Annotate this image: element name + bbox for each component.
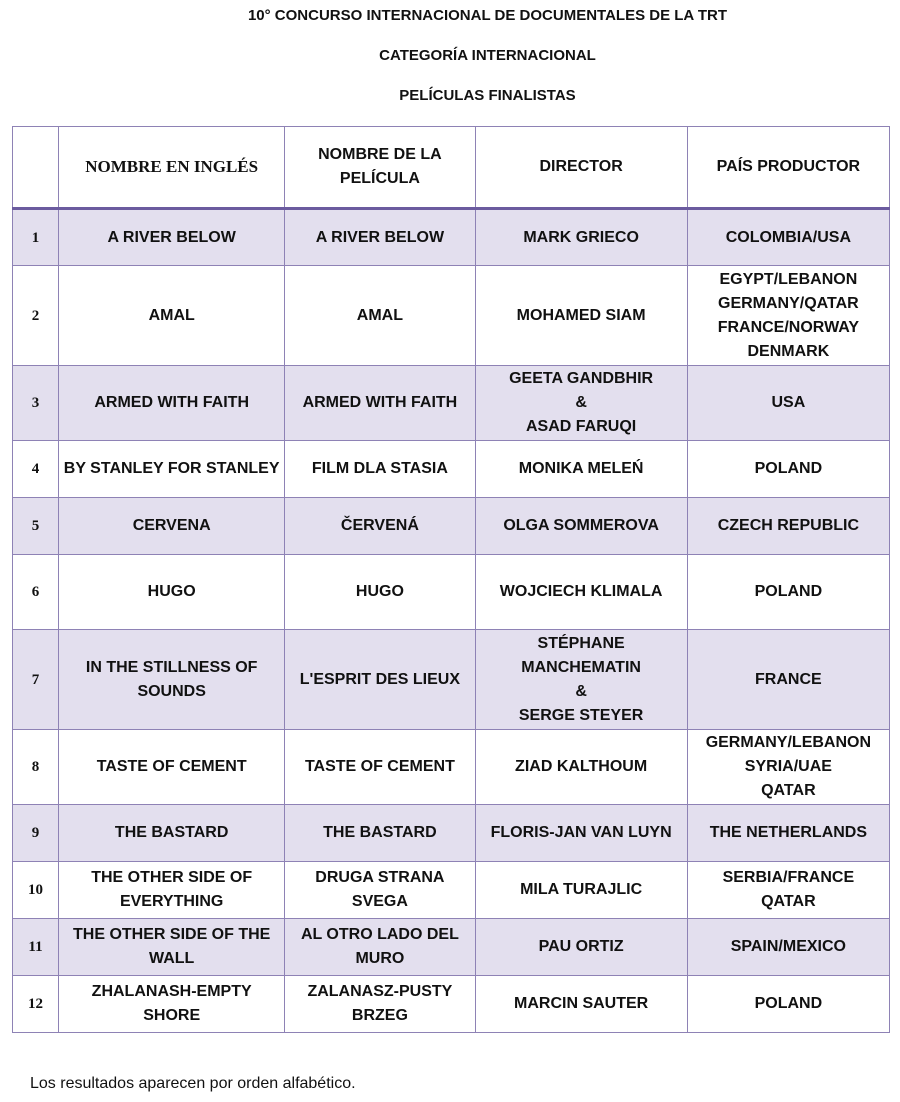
cell-country: SPAIN/MEXICO <box>687 919 889 976</box>
cell-number: 5 <box>13 498 59 555</box>
table-body <box>13 209 890 1033</box>
cell-director: MONIKA MELEŃ <box>475 441 687 498</box>
cell-english-name: TASTE OF CEMENT <box>59 730 285 805</box>
cell-director: FLORIS-JAN VAN LUYN <box>475 805 687 862</box>
cell-english-name: ZHALANASH-EMPTY SHORE <box>59 976 285 1033</box>
cell-english-name: A RIVER BELOW <box>59 209 285 266</box>
cell-number: 12 <box>13 976 59 1033</box>
cell-film-name: ZALANASZ-PUSTY BRZEG <box>285 976 475 1033</box>
header-country: PAÍS PRODUCTOR <box>687 127 889 209</box>
table-header-row <box>13 127 890 209</box>
cell-country: POLAND <box>687 555 889 630</box>
cell-director: MILA TURAJLIC <box>475 862 687 919</box>
cell-number: 6 <box>13 555 59 630</box>
cell-english-name: AMAL <box>59 266 285 366</box>
finalists-table <box>12 126 890 1033</box>
cell-number: 1 <box>13 209 59 266</box>
cell-director: MARK GRIECO <box>475 209 687 266</box>
cell-english-name: THE OTHER SIDE OF EVERYTHING <box>59 862 285 919</box>
category-heading: CATEGORÍA INTERNACIONAL <box>379 47 596 64</box>
header-film-name: NOMBRE DE LA PELÍCULA <box>285 127 475 209</box>
cell-country: THE NETHERLANDS <box>687 805 889 862</box>
cell-country: COLOMBIA/USA <box>687 209 889 266</box>
table-row <box>13 498 890 555</box>
cell-english-name: HUGO <box>59 555 285 630</box>
cell-film-name: ČERVENÁ <box>285 498 475 555</box>
cell-english-name: THE OTHER SIDE OF THE WALL <box>59 919 285 976</box>
table-row <box>13 862 890 919</box>
cell-country: EGYPT/LEBANON GERMANY/QATAR FRANCE/NORWAY DENMARK <box>687 266 889 366</box>
cell-director: PAU ORTIZ <box>475 919 687 976</box>
table-row <box>13 976 890 1033</box>
cell-english-name: IN THE STILLNESS OF SOUNDS <box>59 630 285 730</box>
cell-director: MOHAMED SIAM <box>475 266 687 366</box>
cell-number: 3 <box>13 366 59 441</box>
cell-country: FRANCE <box>687 630 889 730</box>
cell-director: ZIAD KALTHOUM <box>475 730 687 805</box>
cell-english-name: ARMED WITH FAITH <box>59 366 285 441</box>
footnote: Los resultados aparecen por orden alfabético. <box>30 1075 356 1092</box>
header-english-name: NOMBRE EN INGLÉS <box>59 127 285 209</box>
cell-director: OLGA SOMMEROVA <box>475 498 687 555</box>
cell-director: WOJCIECH KLIMALA <box>475 555 687 630</box>
cell-number: 10 <box>13 862 59 919</box>
cell-number: 11 <box>13 919 59 976</box>
cell-film-name: AMAL <box>285 266 475 366</box>
finalists-heading: PELÍCULAS FINALISTAS <box>399 87 576 104</box>
cell-director: MARCIN SAUTER <box>475 976 687 1033</box>
table-row <box>13 366 890 441</box>
header-director: DIRECTOR <box>475 127 687 209</box>
table-row <box>13 919 890 976</box>
table-row <box>13 630 890 730</box>
cell-film-name: AL OTRO LADO DEL MURO <box>285 919 475 976</box>
cell-film-name: FILM DLA STASIA <box>285 441 475 498</box>
cell-film-name: L'ESPRIT DES LIEUX <box>285 630 475 730</box>
cell-country: SERBIA/FRANCE QATAR <box>687 862 889 919</box>
cell-director: GEETA GANDBHIR & ASAD FARUQI <box>475 366 687 441</box>
cell-country: CZECH REPUBLIC <box>687 498 889 555</box>
cell-english-name: THE BASTARD <box>59 805 285 862</box>
table-row <box>13 805 890 862</box>
cell-film-name: HUGO <box>285 555 475 630</box>
cell-number: 4 <box>13 441 59 498</box>
cell-director: STÉPHANE MANCHEMATIN & SERGE STEYER <box>475 630 687 730</box>
cell-number: 8 <box>13 730 59 805</box>
cell-country: POLAND <box>687 976 889 1033</box>
cell-country: GERMANY/LEBANON SYRIA/UAE QATAR <box>687 730 889 805</box>
cell-number: 9 <box>13 805 59 862</box>
cell-film-name: DRUGA STRANA SVEGA <box>285 862 475 919</box>
table-row <box>13 209 890 266</box>
cell-english-name: CERVENA <box>59 498 285 555</box>
cell-number: 2 <box>13 266 59 366</box>
cell-english-name: BY STANLEY FOR STANLEY <box>59 441 285 498</box>
table-row <box>13 266 890 366</box>
cell-country: POLAND <box>687 441 889 498</box>
cell-country: USA <box>687 366 889 441</box>
table-row <box>13 441 890 498</box>
cell-film-name: ARMED WITH FAITH <box>285 366 475 441</box>
cell-number: 7 <box>13 630 59 730</box>
cell-film-name: THE BASTARD <box>285 805 475 862</box>
document-title: 10° CONCURSO INTERNACIONAL DE DOCUMENTALES DE LA TRT <box>247 7 728 24</box>
header-number <box>13 127 59 209</box>
cell-film-name: TASTE OF CEMENT <box>285 730 475 805</box>
cell-film-name: A RIVER BELOW <box>285 209 475 266</box>
table-row <box>13 555 890 630</box>
table-row <box>13 730 890 805</box>
